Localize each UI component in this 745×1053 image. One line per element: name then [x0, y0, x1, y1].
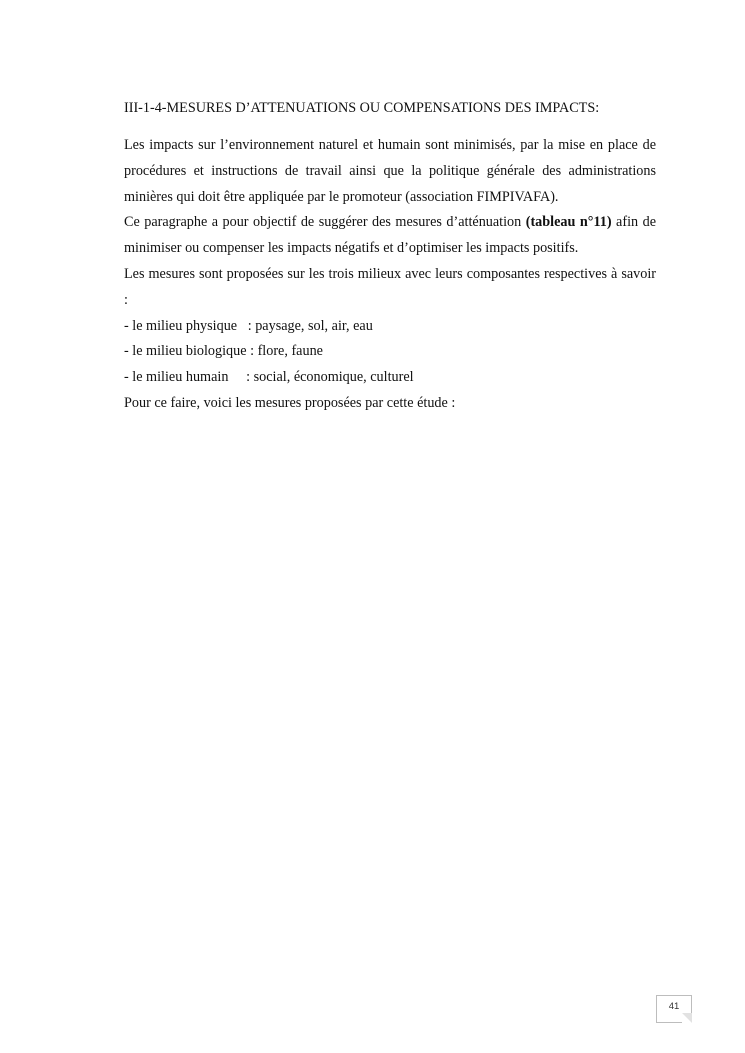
paragraph-impacts-minimized: Les impacts sur l’environnement naturel et humain sont minimisés, par la mise en place de procédures et instructions de travail ainsi que la politique générale des administrations minières qui doit être appliquée par le promoteur (association FIMPIVAFA).: [124, 137, 656, 205]
list-item-biological-environment: - le milieu biologique : flore, faune: [124, 343, 323, 360]
paragraph-objective-text-start: Ce paragraphe a pour objectif de suggérer des mesures d’atténuation: [124, 214, 526, 231]
paragraph-measures: Les mesures sont proposées sur les trois milieux avec leurs composantes respectives à savoir :: [124, 265, 656, 308]
list-item-human-environment: - le milieu humain : social, économique, culturel: [124, 369, 414, 386]
closing-sentence: Pour ce faire, voici les mesures proposées par cette étude :: [124, 394, 456, 411]
table-reference: (tableau n°11): [525, 214, 612, 231]
paragraph-objective-text-end: afin de minimiser ou compenser les impacts négatifs et d’optimiser les impacts positifs.: [124, 214, 656, 257]
section-heading: III-1-4-MESURES D’ATTENUATIONS OU COMPENSATIONS DES IMPACTS:: [124, 100, 600, 116]
page-curl-icon: [682, 1013, 692, 1023]
page-number-box: [656, 995, 692, 1023]
page-number: 41: [668, 1001, 680, 1012]
body-text: [124, 133, 656, 417]
paragraph-objective: [124, 210, 656, 262]
list-item-physical-environment: - le milieu physique : paysage, sol, air, eau: [124, 317, 373, 334]
